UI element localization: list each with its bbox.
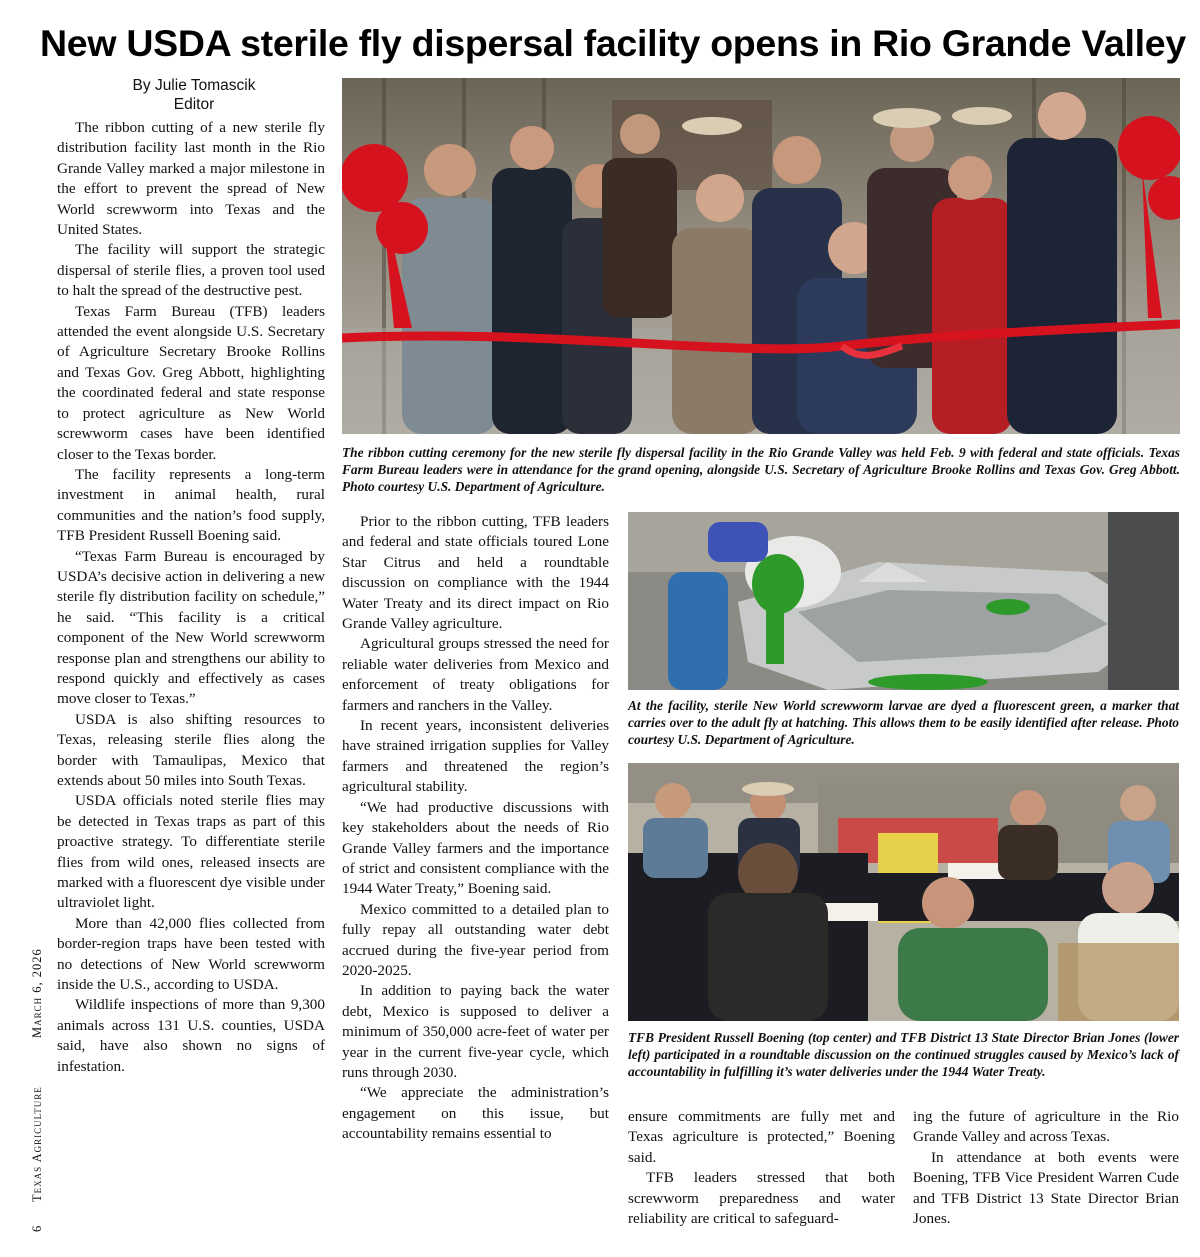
paragraph: TFB leaders stressed that both screwworm preparedness and water reliability are critical to safeguard- (628, 1169, 895, 1228)
issue-date: March 6, 2026 (30, 948, 44, 1038)
paragraph: “We appreciate the administration’s engagement on this issue, but accountability remains essential to (342, 1084, 609, 1143)
paragraph: “Texas Farm Bureau is encouraged by USDA’s decisive action in delivering a new sterile fly distribution facility on schedule,” he said. “This facility is a critical component of the New World screwworm response plan and strengthens our ability to respond quickly and effectively as cases move closer to Texas.” (57, 547, 325, 708)
larvae-photo-caption: At the facility, sterile New World screwworm larvae are dyed a fluorescent green, a marker that carries over to the adult fly at hatching. This allows them to be easily identified after release. Photo courtesy U.S. Department of Agriculture. (628, 698, 1179, 747)
byline (60, 76, 328, 114)
paragraph: Agricultural groups stressed the need for reliable water deliveries from Mexico and enforcement of treaty obligations for farmers and ranchers in the Valley. (342, 635, 609, 714)
article-column-4 (913, 1107, 1179, 1229)
paragraph: Texas Farm Bureau (TFB) leaders attended the event alongside U.S. Secretary of Agriculture Secretary Brooke Rollins and Texas Gov. Greg Abbott, highlighting the coordinated federal and state response to protect agriculture as New World screwworm cases have been identified closer to the Texas border. (57, 302, 325, 463)
larvae-photo (628, 512, 1179, 690)
paragraph: In recent years, inconsistent deliveries have strained irrigation supplies for Valley farmers and threatened the region’s agricultural stability. (342, 717, 609, 796)
article-column-1 (57, 118, 325, 1077)
byline-role: Editor (173, 96, 215, 113)
paragraph: ing the future of agriculture in the Rio Grande Valley and across Texas. (913, 1108, 1179, 1146)
paragraph: “We had productive discussions with key stakeholders about the needs of Rio Grande Valley farmers and the importance of strict and consistent compliance with the 1944 Water Treaty,” Boening said. (342, 798, 609, 898)
paragraph: USDA officials noted sterile flies may be detected in Texas traps as part of this proactive strategy. To differentiate sterile flies from wild ones, released insects are marked with a fluorescent dye visible under ultraviolet light. (57, 792, 325, 912)
article-column-2 (342, 512, 609, 1145)
page-number: 6 (30, 1224, 44, 1232)
paragraph: In addition to paying back the water debt, Mexico is supposed to deliver a minimum of 350,000 acre-feet of water per year in the current five-year cycle, which runs through 2030. (342, 982, 609, 1081)
paragraph: In attendance at both events were Boening, TFB Vice President Warren Cude and TFB District 13 State Director Brian Jones. (913, 1148, 1179, 1228)
byline-author: By Julie Tomascik (132, 77, 256, 94)
headline: New USDA sterile fly dispersal facility opens in Rio Grande Valley (40, 22, 1186, 64)
paragraph: The ribbon cutting of a new sterile fly distribution facility last month in the Rio Grande Valley marked a major milestone in the effort to prevent the spread of New World screwworm into Texas and the United States. (57, 119, 325, 239)
ribbon-photo-caption: The ribbon cutting ceremony for the new sterile fly dispersal facility in the Rio Grande Valley was held Feb. 9 with federal and state officials. Texas Farm Bureau leaders were in attendance for the grand opening, alongside U.S. Secretary of Agriculture Brooke Rollins and Texas Gov. Greg Abbott. Photo courtesy U.S. Department of Agriculture. (342, 445, 1180, 494)
paragraph: Mexico committed to a detailed plan to fully repay all outstanding water debt accrued during the five-year period from 2020-2025. (342, 900, 609, 979)
publication-name: Texas Agriculture (30, 1086, 44, 1202)
article-column-3 (628, 1107, 895, 1229)
paragraph: Prior to the ribbon cutting, TFB leaders and federal and state officials toured Lone Star Citrus and held a roundtable discussion on compliance with the 1944 Water Treaty and its direct impact on Rio Grande Valley agriculture. (342, 513, 609, 633)
roundtable-photo-caption: TFB President Russell Boening (top center) and TFB District 13 State Director Brian Jones (lower left) participated in a roundtable discussion on the continued struggles caused by Mexico’s lack of accountability in fulfilling it’s water deliveries under the 1944 Water Treaty. (628, 1030, 1179, 1079)
paragraph: The facility will support the strategic dispersal of sterile flies, a proven tool used to halt the spread of the destructive pest. (57, 241, 325, 300)
roundtable-photo (628, 763, 1179, 1021)
paragraph: USDA is also shifting resources to Texas, releasing sterile flies along the border with Tamaulipas, Mexico that extends about 50 miles into South Texas. (57, 710, 325, 789)
paragraph: The facility represents a long-term investment in animal health, rural communities and the nation’s food supply, TFB President Russell Boening said. (57, 465, 325, 545)
paragraph: Wildlife inspections of more than 9,300 animals across 131 U.S. counties, USDA said, have also shown no signs of infestation. (57, 996, 325, 1075)
paragraph: ensure commitments are fully met and Texas agriculture is protected,” Boening said. (628, 1108, 895, 1166)
ribbon-cutting-photo (342, 78, 1180, 434)
paragraph: More than 42,000 flies collected from border-region traps have been tested with no detections of New World screwworm inside the U.S., according to USDA. (57, 914, 325, 994)
